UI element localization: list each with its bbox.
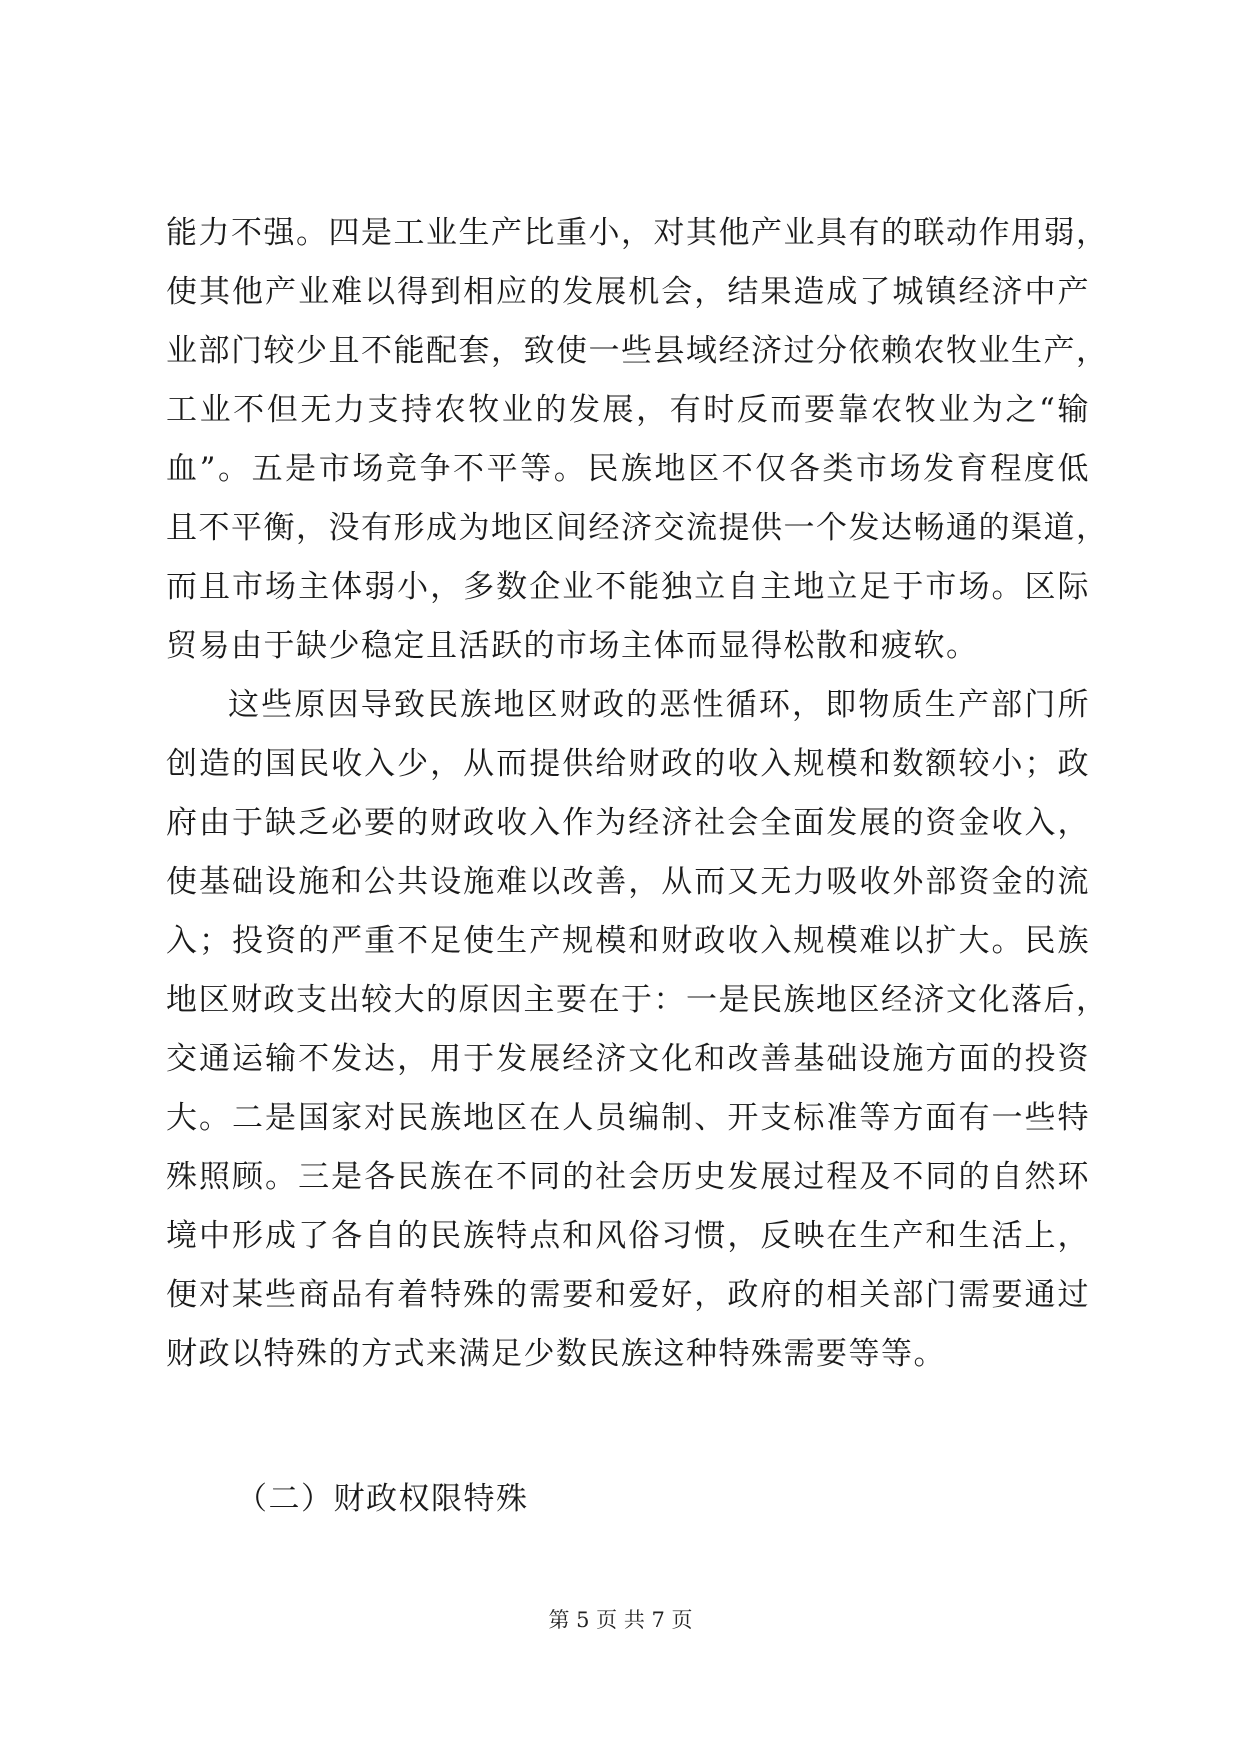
paragraph-line: 这些原因导致民族地区财政的恶性循环，即物质生产部门所 xyxy=(228,687,1090,723)
section-heading: （二）财政权限特殊 xyxy=(236,1481,529,1517)
page-number-footer: 第 5 页 共 7 页 xyxy=(548,1608,693,1632)
document-body xyxy=(166,204,1109,1384)
paragraph-line: 财政以特殊的方式来满足少数民族这种特殊需要等等。 xyxy=(166,1336,946,1372)
paragraph-line: 殊照顾。三是各民族在不同的社会历史发展过程及不同的自然环 xyxy=(166,1159,1090,1195)
paragraph-line: 境中形成了各自的民族特点和风俗习惯，反映在生产和生活上， xyxy=(166,1218,1090,1254)
paragraph-line: 创造的国民收入少，从而提供给财政的收入规模和数额较小；政 xyxy=(166,746,1090,782)
paragraph-line: 工业不但无力支持农牧业的发展，有时反而要靠农牧业为之“输 xyxy=(166,392,1090,428)
paragraph-line: 府由于缺乏必要的财政收入作为经济社会全面发展的资金收入， xyxy=(166,805,1090,841)
paragraph-line: 地区财政支出较大的原因主要在于：一是民族地区经济文化落后， xyxy=(166,982,1109,1018)
paragraph-line: 且不平衡，没有形成为地区间经济交流提供一个发达畅通的渠道， xyxy=(166,510,1109,546)
paragraph-2 xyxy=(166,676,1109,1384)
paragraph-line: 便对某些商品有着特殊的需要和爱好，政府的相关部门需要通过 xyxy=(166,1277,1090,1313)
paragraph-line: 使其他产业难以得到相应的发展机会，结果造成了城镇经济中产 xyxy=(166,274,1090,310)
paragraph-line: 使基础设施和公共设施难以改善，从而又无力吸收外部资金的流 xyxy=(166,864,1090,900)
paragraph-1 xyxy=(166,204,1109,676)
paragraph-line: 大。二是国家对民族地区在人员编制、开支标准等方面有一些特 xyxy=(166,1100,1090,1136)
paragraph-line: 交通运输不发达，用于发展经济文化和改善基础设施方面的投资 xyxy=(166,1041,1090,1077)
paragraph-line: 能力不强。四是工业生产比重小，对其他产业具有的联动作用弱， xyxy=(166,215,1109,251)
paragraph-line: 而且市场主体弱小，多数企业不能独立自主地立足于市场。区际 xyxy=(166,569,1090,605)
paragraph-line: 血”。五是市场竞争不平等。民族地区不仅各类市场发育程度低 xyxy=(166,451,1090,487)
paragraph-line: 入；投资的严重不足使生产规模和财政收入规模难以扩大。民族 xyxy=(166,923,1090,959)
paragraph-line: 贸易由于缺少稳定且活跃的市场主体而显得松散和疲软。 xyxy=(166,628,979,664)
paragraph-line: 业部门较少且不能配套，致使一些县域经济过分依赖农牧业生产， xyxy=(166,333,1109,369)
